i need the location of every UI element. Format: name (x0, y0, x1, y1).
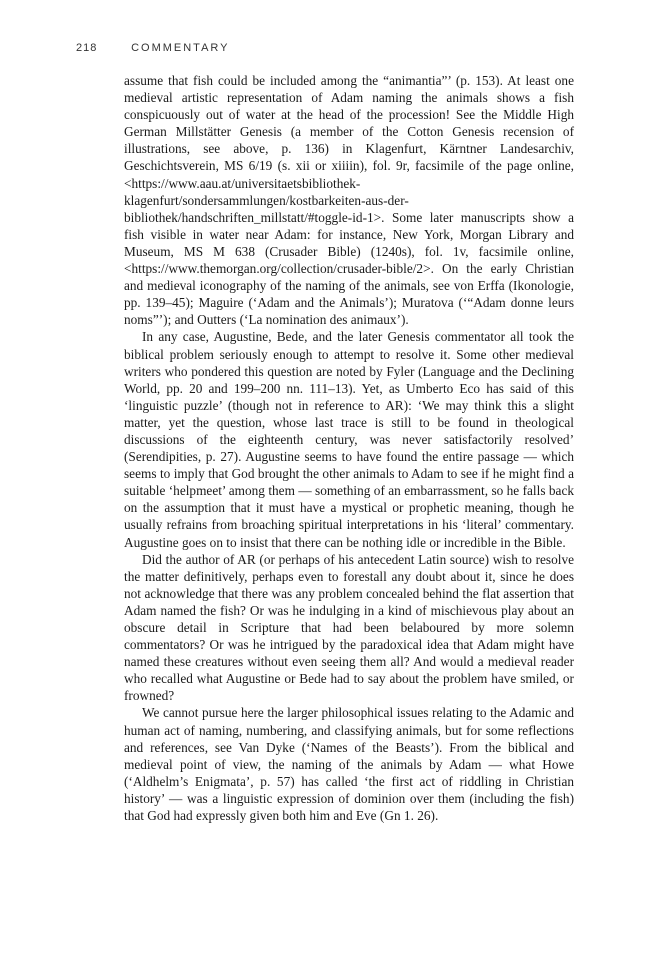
paragraph-2: In any case, Augustine, Bede, and the later Genesis commentator all took the biblical problem seriously enough to attempt to resolve it. Some other medieval writers who pondered this question are noted by Fyler (Language and the Declining World, pp. 20 and 199–200 nn. 111–13). Yet, as Umberto Eco has said of this ‘linguistic puzzle’ (though not in reference to AR): ‘We may think this a slight matter, yet the question, whose last trace is still to be found in theological discussions of the eighteenth century, was never satisfactorily resolved’ (Serendipities, p. 27). Augustine seems to have found the entire passage — which seems to imply that God brought the other animals to Adam to see if he might find a suitable ‘helpmeet’ among them — something of an embarrassment, so he falls back on the assumption that it must have a mystical or prophetic meaning, though he usually refrains from broaching spiritual interpretations in his ‘literal’ commentary. Augustine goes on to insist that there can be nothing idle or incredible in the Bible. (124, 329, 574, 550)
running-header (76, 42, 590, 54)
page-number: 218 (76, 42, 98, 54)
body-text (124, 72, 574, 824)
paragraph-4: We cannot pursue here the larger philosophical issues relating to the Adamic and human act of naming, numbering, and classifying animals, but for some reflections and references, see Van Dyke (‘Names of the Beasts’). From the biblical and medieval point of view, the naming of the animals by Adam — what Howe (‘Aldhelm’s Enigmata’, p. 57) has called ‘the first act of riddling in Christian history’ — was a linguistic expression of dominion over them (including the fish) that God had expressly given both him and Eve (Gn 1. 26). (124, 705, 574, 824)
paragraph-1: assume that fish could be included among the “animantia”’ (p. 153). At least one medieval artistic representation of Adam naming the animals shows a fish conspicuously out of water at the head of the procession! See the Middle High German Millstätter Genesis (a member of the Cotton Genesis recension of illustrations, see above, p. 136) in Klagenfurt, Kärntner Landesarchiv, Geschichtsverein, MS 6/19 (s. xii or xiiiin), fol. 9r, facsimile of the page online, <https://www.aau.at/universitaetsbibliothek-klagenfurt/sondersammlungen/kostbarkeiten-aus-der-bibliothek/handschriften_millstatt/#toggle-id-1>. Some later manuscripts show a fish visible in water near Adam: for instance, New York, Morgan Library and Museum, MS M 638 (Crusader Bible) (1240s), fol. 1v, facsimile online, <https://www.themorgan.org/collection/crusader-bible/2>. On the early Christian and medieval iconography of the naming of the animals, see von Erffa (Ikonologie, pp. 139–45); Maguire (‘Adam and the Animals’); Muratova (‘“Adam donne leurs noms”’); and Outters (‘La nomination des animaux’). (124, 73, 574, 328)
running-title: COMMENTARY (131, 42, 230, 54)
paragraph-3: Did the author of AR (or perhaps of his antecedent Latin source) wish to resolve the matter definitively, perhaps even to forestall any doubt about it, since he does not acknowledge that there was any problem concealed behind the flat assertion that Adam named the fish? Or was he indulging in a kind of mischievous play about an obscure detail in Scripture that had been belaboured by more solemn commentators? Or was he intrigued by the paradoxical idea that Adam might have named these creatures without even seeing them all? And would a medieval reader who recalled what Augustine or Bede had to say about the problem have smiled, or frowned? (124, 551, 574, 704)
